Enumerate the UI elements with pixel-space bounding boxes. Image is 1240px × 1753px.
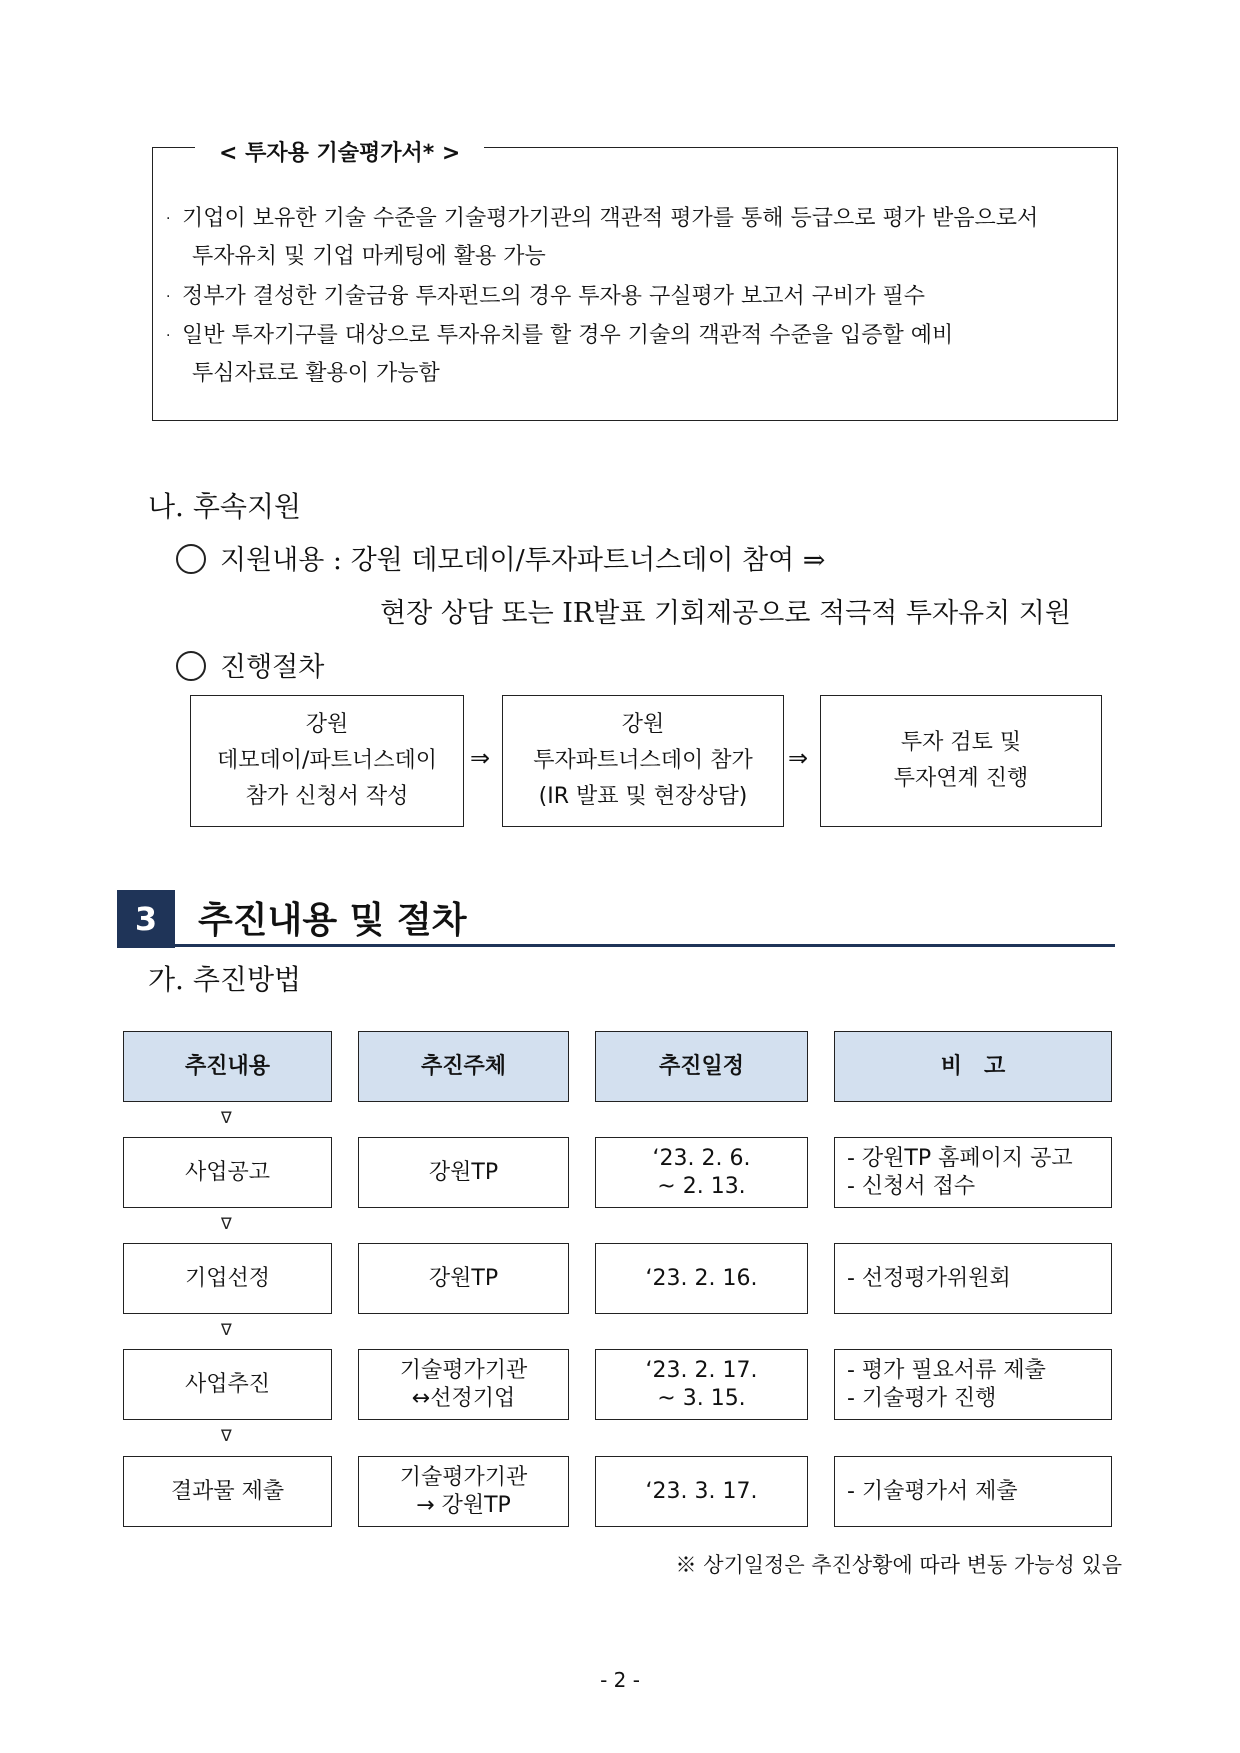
- header-task: 추진내용: [123, 1031, 332, 1102]
- row-4-owner-line1: 기술평가기관: [399, 1464, 528, 1490]
- flow-step-1-line3: 참가 신청서 작성: [245, 784, 409, 809]
- info-box-title: < 투자용 기술평가서* >: [195, 136, 484, 167]
- bullet-dot: ·: [166, 289, 171, 305]
- table-row-1-note: [834, 1137, 1112, 1208]
- down-arrow-icon: ∇: [221, 1214, 232, 1233]
- info-bullet-2-line1: 정부가 결성한 기술금융 투자펀드의 경우 투자용 구실평가 보고서 구비가 필수: [182, 284, 926, 309]
- table-row-3-task: 사업추진: [123, 1349, 332, 1420]
- section-heading-na: 나. 후속지원: [148, 490, 302, 523]
- flow-arrow-icon: ⇒: [470, 744, 491, 772]
- header-schedule: 추진일정: [595, 1031, 808, 1102]
- table-row-1-owner: [358, 1137, 569, 1208]
- flow-arrow-icon: ⇒: [788, 744, 809, 772]
- support-line1: 지원내용 : 강원 데모데이/투자파트너스데이 참여 ⇒: [220, 545, 826, 576]
- table-row-4-task: 결과물 제출: [123, 1456, 332, 1527]
- row-3-date-line2: ~ 3. 15.: [657, 1385, 746, 1411]
- table-row-3-note: [834, 1349, 1112, 1420]
- table-row-4-owner: [358, 1456, 569, 1527]
- footnote: ※ 상기일정은 추진상황에 따라 변동 가능성 있음: [675, 1553, 1122, 1577]
- section-title: 추진내용 및 절차: [198, 900, 467, 941]
- table-row-1-date: [595, 1137, 808, 1208]
- section-rule: [117, 944, 1115, 947]
- row-1-date-line2: ~ 2. 13.: [657, 1173, 746, 1199]
- page-number: - 2 -: [600, 1668, 640, 1692]
- flow-step-3: [820, 695, 1102, 827]
- row-3-note-line2: - 기술평가 진행: [847, 1385, 997, 1411]
- section-number-badge: 3: [117, 890, 175, 948]
- row-1-note-line1: - 강원TP 홈페이지 공고: [847, 1145, 1073, 1171]
- support-line2: 현장 상담 또는 IR발표 기회제공으로 적극적 투자유치 지원: [380, 598, 1071, 629]
- row-3-date-line1: ‘23. 2. 17.: [645, 1357, 758, 1383]
- circle-bullet-icon: [176, 544, 206, 574]
- flow-step-1-line1: 강원: [305, 712, 349, 737]
- info-bullet-3: [166, 317, 953, 393]
- table-row-4-note: [834, 1456, 1112, 1527]
- row-4-owner-line2: → 강원TP: [416, 1492, 511, 1518]
- table-row-4-date: [595, 1456, 808, 1527]
- row-1-note-line2: - 신청서 접수: [847, 1173, 976, 1199]
- subheading-method: 가. 추진방법: [148, 963, 302, 996]
- table-row-2-date: [595, 1243, 808, 1314]
- table-row-2-task: 기업선정: [123, 1243, 332, 1314]
- row-2-owner-line1: 강원TP: [428, 1265, 499, 1291]
- info-bullet-1-line2: 투자유치 및 기업 마케팅에 활용 가능: [192, 244, 546, 269]
- flow-step-2: [502, 695, 784, 827]
- flow-step-1: [190, 695, 464, 827]
- table-row-1-task: 사업공고: [123, 1137, 332, 1208]
- table-row-3-owner: [358, 1349, 569, 1420]
- flow-step-2-line3: (IR 발표 및 현장상담): [538, 784, 748, 809]
- flow-step-3-line2: 투자연계 진행: [893, 766, 1029, 791]
- table-row-3-date: [595, 1349, 808, 1420]
- row-4-note-line1: - 기술평가서 제출: [847, 1478, 1018, 1504]
- table-row-2-owner: [358, 1243, 569, 1314]
- circle-bullet-icon: [176, 651, 206, 681]
- flow-step-2-line2: 투자파트너스데이 참가: [533, 748, 753, 773]
- info-bullet-1-line1: 기업이 보유한 기술 수준을 기술평가기관의 객관적 평가를 통해 등급으로 평가 받음으로서: [182, 206, 1039, 231]
- info-bullet-3-line2: 투심자료로 활용이 가능함: [192, 361, 440, 386]
- flow-step-2-line1: 강원: [621, 712, 665, 737]
- procedure-line: [176, 645, 324, 684]
- header-owner: 추진주체: [358, 1031, 569, 1102]
- bullet-dot: ·: [166, 211, 171, 227]
- row-2-note-line1: - 선정평가위원회: [847, 1265, 1011, 1291]
- row-4-date-line1: ‘23. 3. 17.: [645, 1478, 758, 1504]
- info-bullet-3-line1: 일반 투자기구를 대상으로 투자유치를 할 경우 기술의 객관적 수준을 입증할 예비: [182, 323, 954, 348]
- header-note: 비 고: [834, 1031, 1112, 1102]
- row-3-owner-line2: ↔선정기업: [411, 1385, 516, 1411]
- down-arrow-icon: ∇: [221, 1108, 232, 1127]
- table-row-2-note: [834, 1243, 1112, 1314]
- flow-step-3-line1: 투자 검토 및: [900, 730, 1022, 755]
- row-3-note-line1: - 평가 필요서류 제출: [847, 1357, 1046, 1383]
- flow-step-1-line2: 데모데이/파트너스데이: [217, 748, 437, 773]
- bullet-dot: ·: [166, 328, 171, 344]
- support-content-line: [176, 538, 825, 577]
- procedure-label: 진행절차: [220, 652, 325, 683]
- row-3-owner-line1: 기술평가기관: [399, 1357, 528, 1383]
- info-bullet-2: [166, 278, 925, 316]
- info-bullet-1: [166, 200, 1038, 276]
- row-2-date-line1: ‘23. 2. 16.: [645, 1265, 758, 1291]
- row-1-owner-line1: 강원TP: [428, 1159, 499, 1185]
- row-1-date-line1: ‘23. 2. 6.: [652, 1145, 751, 1171]
- down-arrow-icon: ∇: [221, 1320, 232, 1339]
- down-arrow-icon: ∇: [221, 1426, 232, 1445]
